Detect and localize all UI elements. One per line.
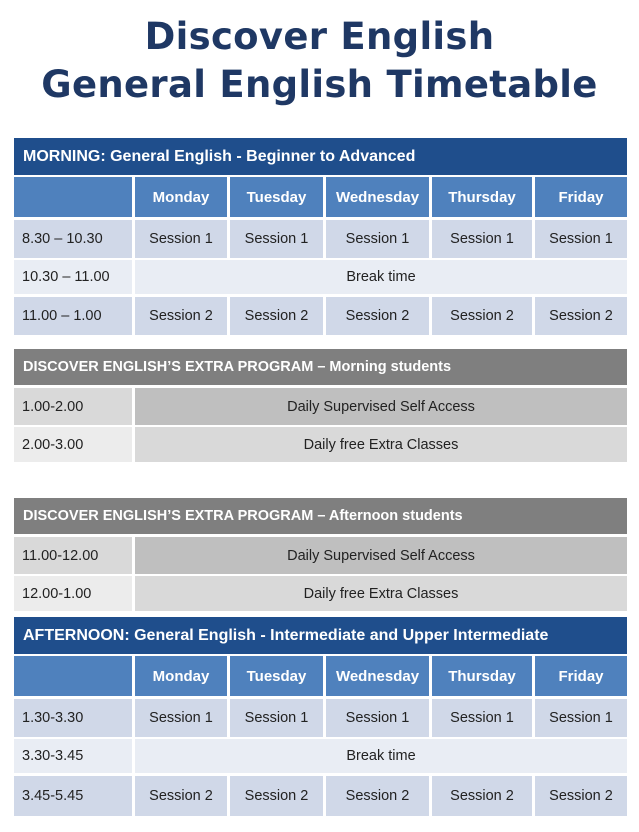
table-row (14, 699, 627, 737)
session-cell: Session 1 (326, 220, 429, 258)
session-cell: Session 1 (432, 699, 532, 737)
table-row (14, 776, 627, 816)
session-cell: Session 2 (432, 297, 532, 335)
activity-cell: Daily free Extra Classes (135, 427, 627, 462)
day-header-thursday: Thursday (432, 177, 532, 217)
session-cell: Session 1 (326, 699, 429, 737)
title-line-1: Discover English (144, 15, 495, 58)
time-cell: 8.30 – 10.30 (14, 220, 132, 258)
day-header-wednesday: Wednesday (326, 177, 429, 217)
session-cell: Session 1 (535, 220, 627, 258)
day-header-wednesday: Wednesday (326, 656, 429, 696)
extra-morning-heading: DISCOVER ENGLISH’S EXTRA PROGRAM – Morning students (14, 349, 627, 385)
session-cell: Session 2 (326, 776, 429, 816)
activity-cell: Daily Supervised Self Access (135, 388, 627, 425)
day-header-tuesday: Tuesday (230, 656, 323, 696)
day-header-friday: Friday (535, 177, 627, 217)
activity-cell: Daily Supervised Self Access (135, 537, 627, 574)
session-cell: Session 1 (432, 220, 532, 258)
table-row (14, 739, 627, 773)
day-header-monday: Monday (135, 177, 227, 217)
activity-cell: Daily free Extra Classes (135, 576, 627, 611)
table-row (14, 537, 627, 574)
time-cell: 3.45-5.45 (14, 776, 132, 816)
session-cell: Session 2 (135, 297, 227, 335)
session-cell: Session 1 (535, 699, 627, 737)
day-header-friday: Friday (535, 656, 627, 696)
time-cell: 3.30-3.45 (14, 739, 132, 773)
session-cell: Session 1 (135, 220, 227, 258)
time-cell: 12.00-1.00 (14, 576, 132, 611)
afternoon-header-row (14, 656, 627, 696)
session-cell: Session 2 (535, 297, 627, 335)
table-row (14, 260, 627, 294)
time-cell: 1.30-3.30 (14, 699, 132, 737)
morning-header-row (14, 177, 627, 217)
time-cell: 11.00 – 1.00 (14, 297, 132, 335)
session-cell: Session 1 (230, 220, 323, 258)
session-cell: Session 2 (135, 776, 227, 816)
time-cell: 1.00-2.00 (14, 388, 132, 425)
table-row (14, 297, 627, 335)
day-header-monday: Monday (135, 656, 227, 696)
afternoon-heading: AFTERNOON: General English - Intermediate and Upper Intermediate (14, 617, 627, 654)
time-cell: 10.30 – 11.00 (14, 260, 132, 294)
time-header-blank (14, 656, 132, 696)
morning-heading: MORNING: General English - Beginner to Advanced (14, 138, 627, 175)
session-cell: Session 1 (230, 699, 323, 737)
session-cell: Session 2 (432, 776, 532, 816)
extra-afternoon-heading: DISCOVER ENGLISH’S EXTRA PROGRAM – Afternoon students (14, 498, 627, 534)
time-cell: 2.00-3.00 (14, 427, 132, 462)
table-row (14, 388, 627, 425)
time-cell: 11.00-12.00 (14, 537, 132, 574)
session-cell: Session 2 (230, 297, 323, 335)
day-header-thursday: Thursday (432, 656, 532, 696)
session-cell: Session 2 (326, 297, 429, 335)
title-line-2: General English Timetable (41, 63, 598, 106)
table-row (14, 427, 627, 462)
session-cell: Session 2 (535, 776, 627, 816)
session-cell: Session 2 (230, 776, 323, 816)
break-cell: Break time (135, 260, 627, 294)
time-header-blank (14, 177, 132, 217)
session-cell: Session 1 (135, 699, 227, 737)
table-row (14, 576, 627, 611)
table-row (14, 220, 627, 258)
break-cell: Break time (135, 739, 627, 773)
day-header-tuesday: Tuesday (230, 177, 323, 217)
